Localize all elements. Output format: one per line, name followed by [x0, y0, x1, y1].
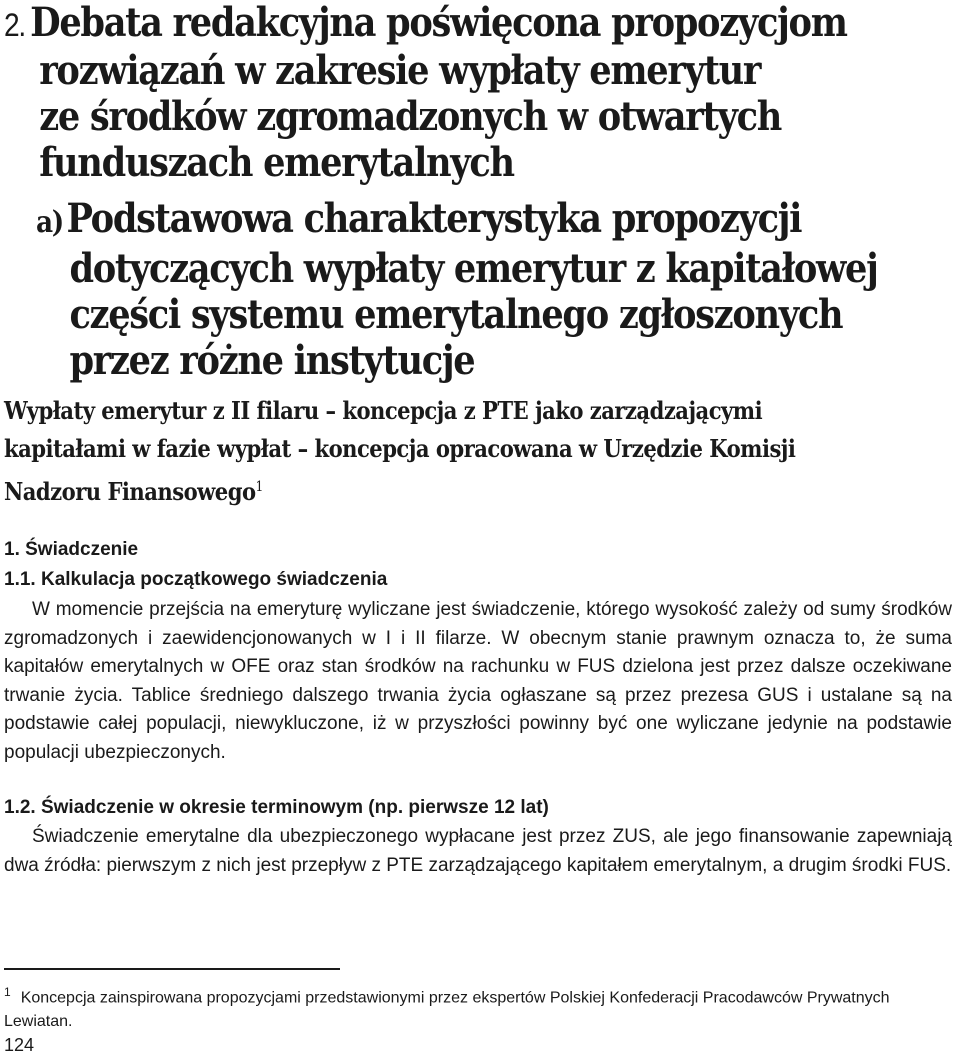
concept-heading-line-2: kapitałami w fazie wypłat – koncepcja opracowana w Urzędzie Komisji: [4, 434, 796, 463]
section-heading-line-4: funduszach emerytalnych: [39, 139, 514, 186]
page-number: 124: [4, 1035, 35, 1055]
concept-heading-line-1: Wypłaty emerytur z II filaru – koncepcja z PTE jako zarządzającymi: [4, 396, 763, 425]
section-1-2-paragraph: Świadczenie emerytalne dla ubezpieczonego wypłacane jest przez ZUS, ale jego finansowanie zapewniają dwa źródła: pierwszym z nich jest przepływ z PTE zarządzającego kapitałem emerytalnym, a drugim środki FUS.: [4, 826, 952, 876]
section-heading-line-1: Debata redakcyjna poświęcona propozycjom: [30, 0, 847, 46]
subheading: [36, 196, 942, 384]
section-1-2-title: 1.2. Świadczenie w okresie terminowym (np. pierwsze 12 lat): [4, 797, 549, 818]
footnote-reference[interactable]: 1: [255, 479, 263, 495]
footnote-marker: 1: [4, 985, 11, 999]
concept-heading-line-3: Nadzoru Finansowego: [4, 477, 256, 506]
section-heading-line-2: rozwiązań w zakresie wypłaty emerytur: [39, 47, 761, 94]
section-heading: [4, 0, 937, 186]
concept-heading: [4, 392, 954, 511]
section-1-1-paragraph: W momencie przejścia na emeryturę wyliczane jest świadczenie, którego wysokość zależy od sumy środków zgromadzonych i zaewidencjonowanych w I i II filarze. W obecnym stanie prawnym oznacza to, że suma kapitałów emerytalnych w OFE oraz stan środków na rachunku w FUS dzielona jest przez dalsze oczekiwane trwanie życia. Tablice średniego dalszego trwania życia ogłaszane są przez prezesa GUS i ustalane są na podstawie całej populacji, niewykluczone, iż w przyszłości powinny być one wyliczane jedynie na podstawie populacji ubezpieczonych.: [4, 599, 952, 763]
subheading-line-3: części systemu emerytalnego zgłoszonych: [69, 291, 843, 338]
footnote-divider: [4, 968, 340, 970]
section-number: 2.: [4, 7, 25, 43]
section-heading-line-3: ze środków zgromadzonych w otwartych: [39, 93, 781, 140]
section-1-1-title: 1.1. Kalkulacja początkowego świadczenia: [4, 569, 388, 590]
subheading-line-1: Podstawowa charakterystyka propozycji: [66, 195, 802, 242]
footnote-text: Koncepcja zainspirowana propozycjami przedstawionymi przez ekspertów Polskiej Konfederacji Pracodawców Prywatnych Lewiatan.: [4, 989, 890, 1031]
section-1-title: 1. Świadczenie: [4, 539, 139, 560]
subheading-marker: a): [36, 205, 63, 240]
subheading-line-4: przez różne instytucje: [69, 337, 475, 384]
footnote: [4, 980, 956, 1034]
subheading-line-2: dotyczących wypłaty emerytur z kapitałowej: [69, 245, 878, 292]
